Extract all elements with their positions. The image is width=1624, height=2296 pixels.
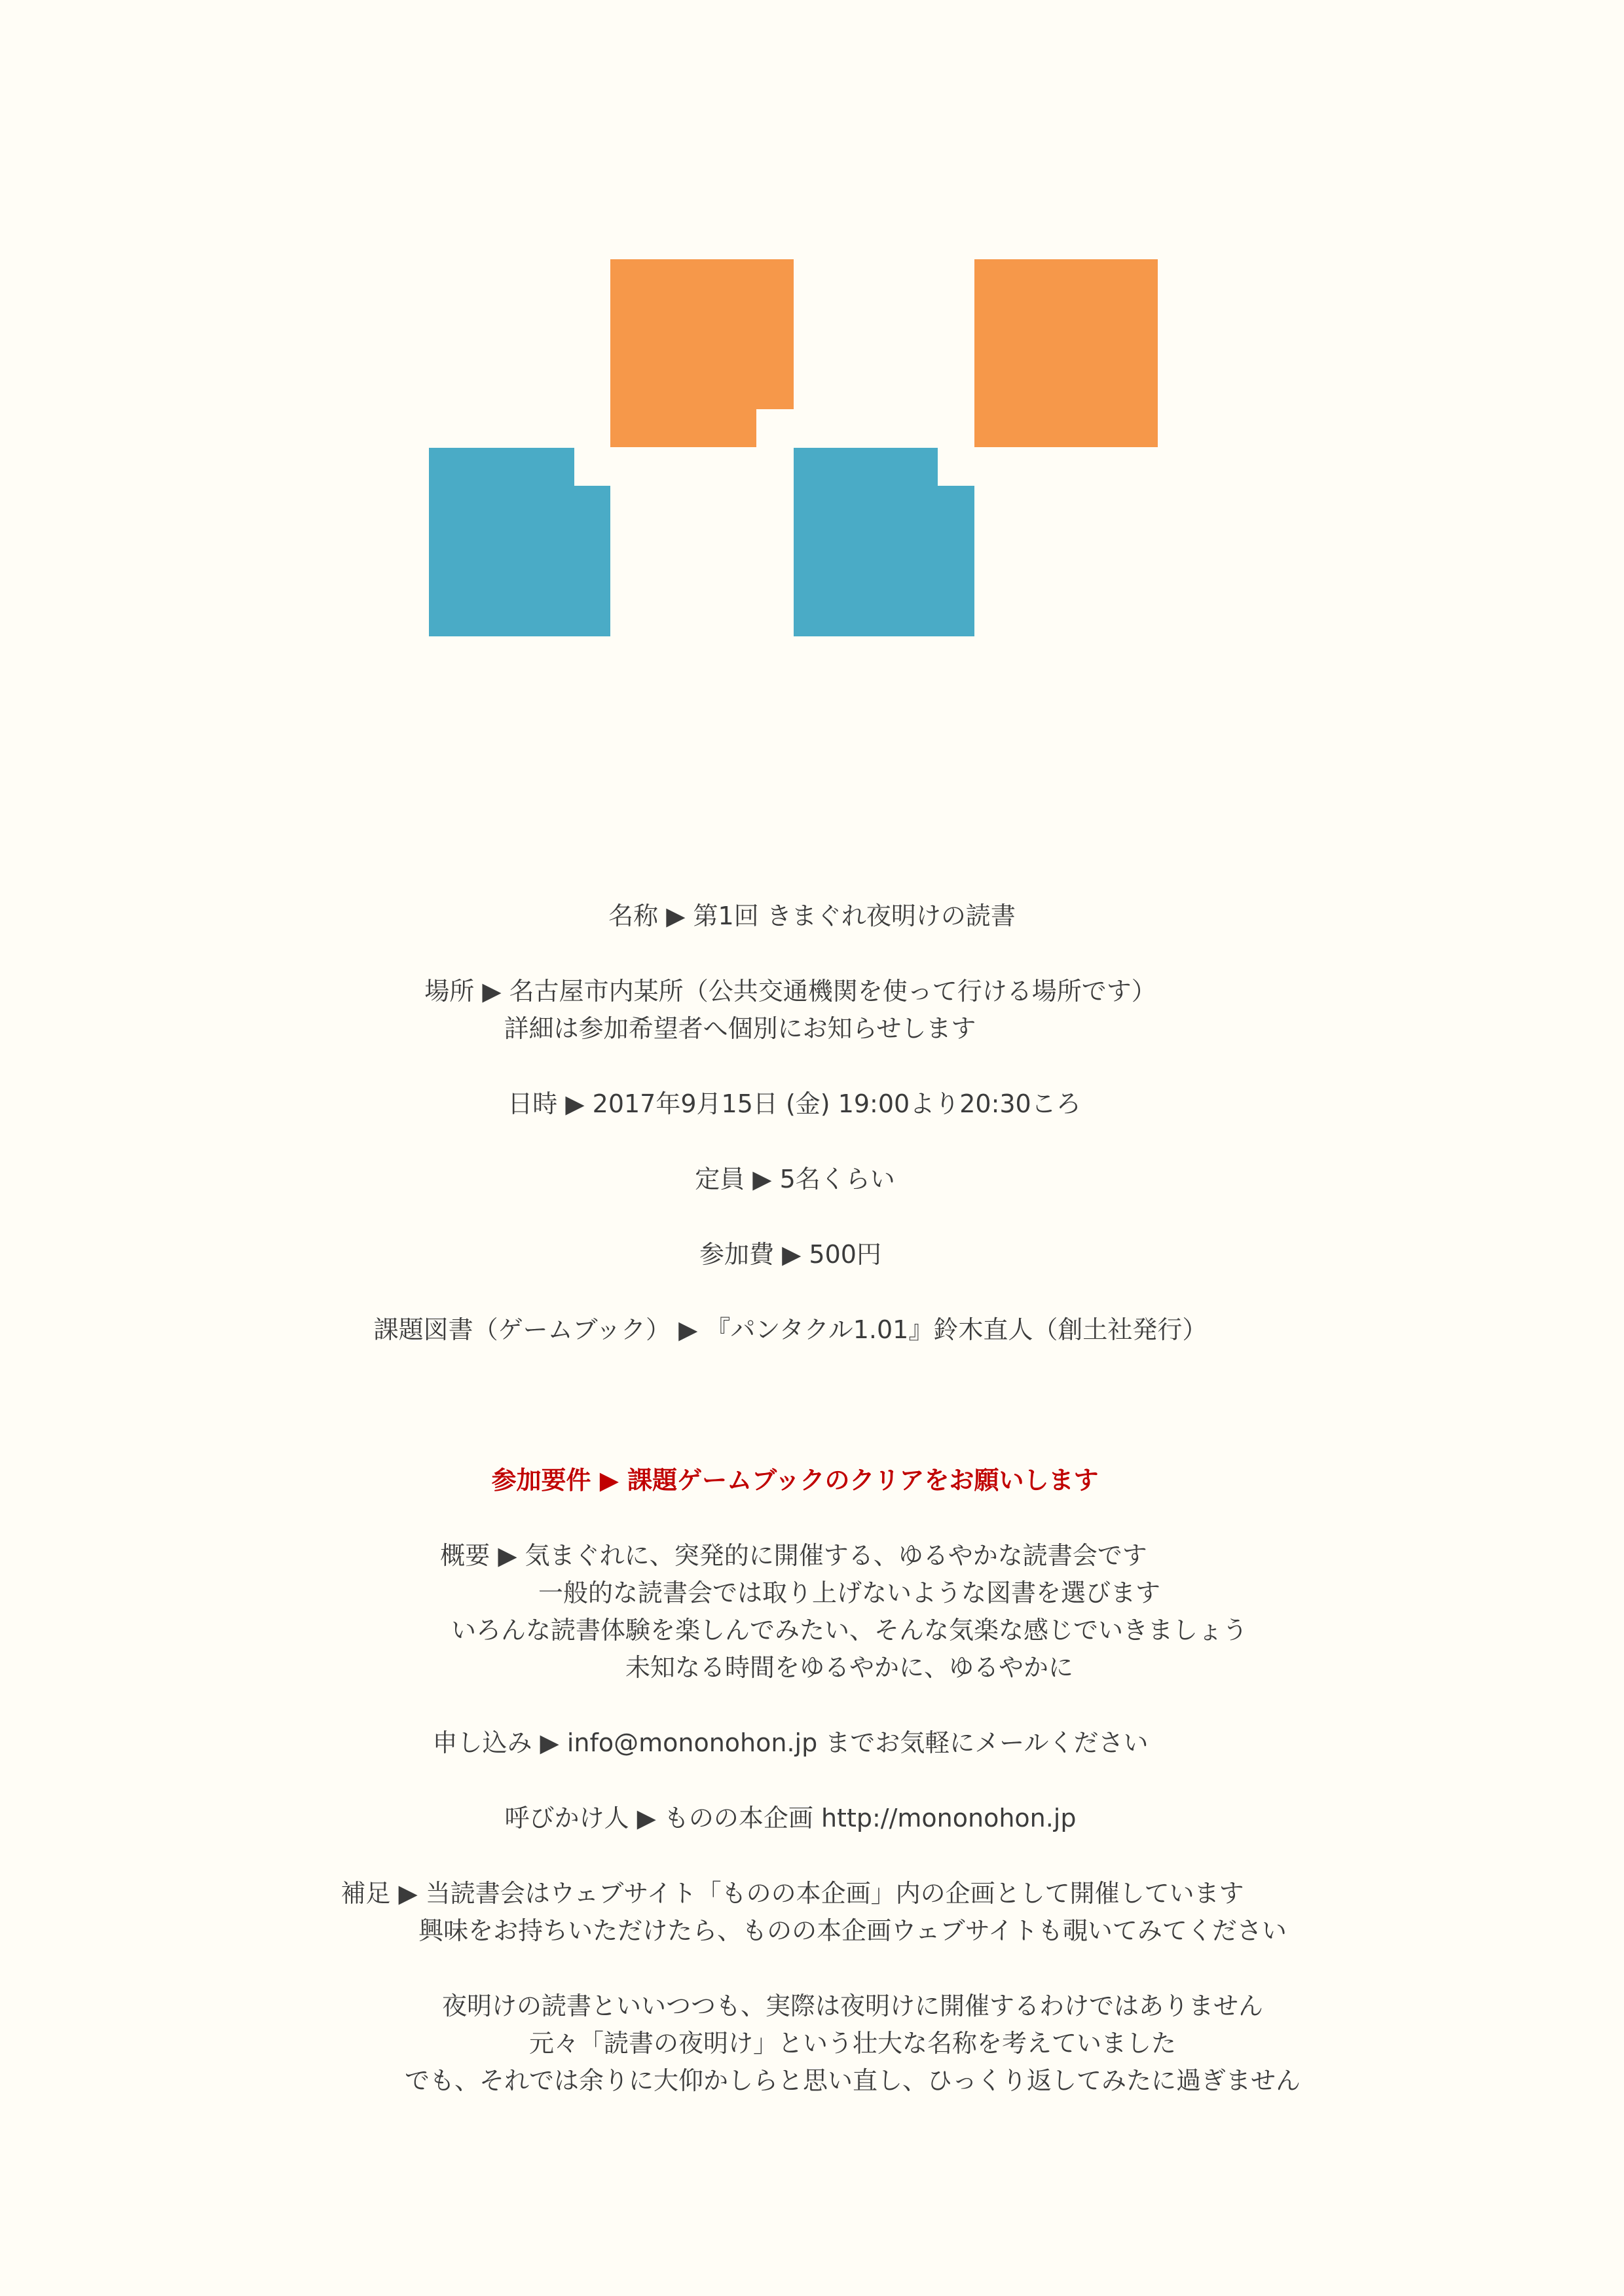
event-note-line: 夜明けの読書といいつつも、実際は夜明けに開催するわけではありません <box>441 1992 1264 2020</box>
event-book: 課題図書（ゲームブック） ▶ 『パンタクル1.01』鈴木直人（創土社発行） <box>373 1315 1208 1344</box>
event-summary-line: 未知なる時間をゆるやかに、ゆるやかに <box>625 1653 1074 1682</box>
event-capacity: 定員 ▶ 5名くらい <box>695 1165 895 1194</box>
event-organizer: 呼びかけ人 ▶ ものの本企画 http://mononohon.jp <box>504 1804 1077 1832</box>
event-note-line: 元々「読書の夜明け」という壮大な名称を考えていました <box>528 2029 1177 2058</box>
orange-square-right <box>974 259 1158 447</box>
four-folded-squares-logo <box>0 0 1624 655</box>
event-summary-line: 一般的な読書会では取り上げないような図書を選びます <box>538 1578 1161 1607</box>
event-note-line: 興味をお持ちいただけたら、ものの本企画ウェブサイトも覗いてみてください <box>418 1916 1287 1945</box>
event-datetime: 日時 ▶ 2017年9月15日 (金) 19:00より20:30ころ <box>507 1089 1081 1118</box>
event-apply: 申し込み ▶ info@mononohon.jp までお気軽にメールください <box>432 1728 1149 1757</box>
event-note-line: でも、それでは余りに大仰かしらと思い直し、ひっくり返してみたに過ぎません <box>404 2066 1301 2095</box>
orange-square-left <box>610 259 794 447</box>
blue-square-right <box>794 448 974 636</box>
event-place-detail: 詳細は参加希望者へ個別にお知らせします <box>504 1014 976 1043</box>
event-summary-line: いろんな読書体験を楽しんでみたい、そんな気楽な感じでいきましょう <box>451 1616 1248 1645</box>
event-note: 補足 ▶ 当読書会はウェブサイト「ものの本企画」内の企画として開催しています <box>341 1879 1244 1908</box>
event-fee: 参加費 ▶ 500円 <box>699 1240 881 1269</box>
event-name: 名称 ▶ 第1回 きまぐれ夜明けの読書 <box>608 902 1016 930</box>
event-requirement: 参加要件 ▶ 課題ゲームブックのクリアをお願いします <box>491 1466 1099 1495</box>
event-place: 場所 ▶ 名古屋市内某所（公共交通機関を使って行ける場所です） <box>424 977 1156 1006</box>
blue-square-left <box>429 448 610 636</box>
event-summary: 概要 ▶ 気まぐれに、突発的に開催する、ゆるやかな読書会です <box>440 1541 1147 1570</box>
